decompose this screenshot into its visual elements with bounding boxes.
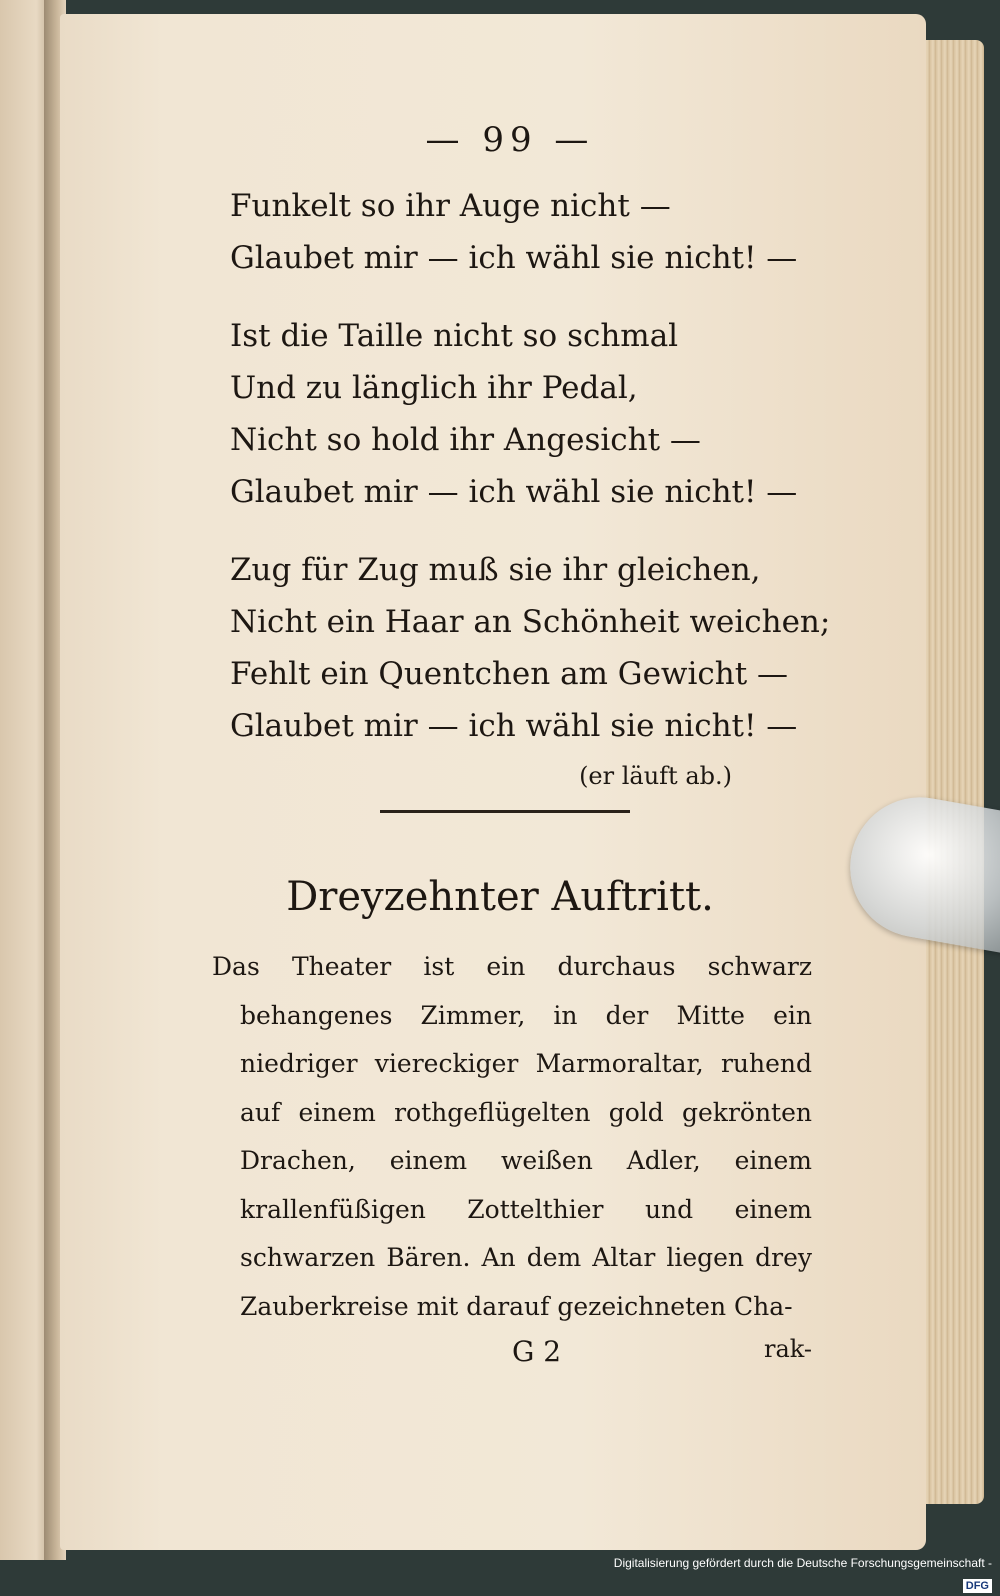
verse-line: Zug für Zug muß sie ihr gleichen, bbox=[230, 552, 761, 588]
dfg-logo: DFG bbox=[963, 1579, 992, 1593]
section-divider bbox=[380, 810, 630, 813]
verse-line: Nicht ein Haar an Schönheit weichen; bbox=[230, 604, 831, 640]
catchword: rak- bbox=[763, 1335, 812, 1363]
verse-line: Ist die Taille nicht so schmal bbox=[230, 318, 679, 354]
page-footer bbox=[212, 1335, 812, 1385]
verse-line: Und zu länglich ihr Pedal, bbox=[230, 370, 638, 406]
page-number: — 99 — bbox=[425, 120, 595, 160]
verse-line: Funkelt so ihr Auge nicht — bbox=[230, 188, 671, 224]
verse-line: Nicht so hold ihr Angesicht — bbox=[230, 422, 701, 458]
digitization-note: Digitalisierung gefördert durch die Deutsche Forschungsgemeinschaft - bbox=[613, 1556, 992, 1570]
scene-description bbox=[212, 943, 812, 1331]
verse-line: Glaubet mir — ich wähl sie nicht! — bbox=[230, 240, 798, 276]
verse-line: Glaubet mir — ich wähl sie nicht! — bbox=[230, 474, 798, 510]
signature-mark: G 2 bbox=[512, 1335, 562, 1368]
page-stack-edges bbox=[918, 40, 984, 1504]
stanza-1 bbox=[200, 180, 820, 284]
stage-direction: (er läuft ab.) bbox=[579, 762, 732, 790]
stanza-2 bbox=[200, 310, 820, 518]
digitization-credit bbox=[600, 1552, 1000, 1592]
page-text bbox=[200, 120, 831, 1385]
verse-line: Fehlt ein Quentchen am Gewicht — bbox=[230, 656, 788, 692]
scene-title: Dreyzehnter Auftritt. bbox=[286, 874, 714, 920]
scene-description-text: Das Theater ist ein durchaus schwarz behangenes Zimmer, in der Mitte ein niedriger viereckiger Marmoraltar, ruhend auf einem rothgeflügelten gold gekrönten Drachen, einem weißen Adler, einem krallenfüßigen Zottelthier und einem schwarzen Bären. An dem Altar liegen drey Zauberkreise mit darauf gezeichneten Cha- bbox=[212, 952, 812, 1321]
stanza-3 bbox=[200, 544, 831, 752]
verse-line: Glaubet mir — ich wähl sie nicht! — bbox=[230, 708, 798, 744]
